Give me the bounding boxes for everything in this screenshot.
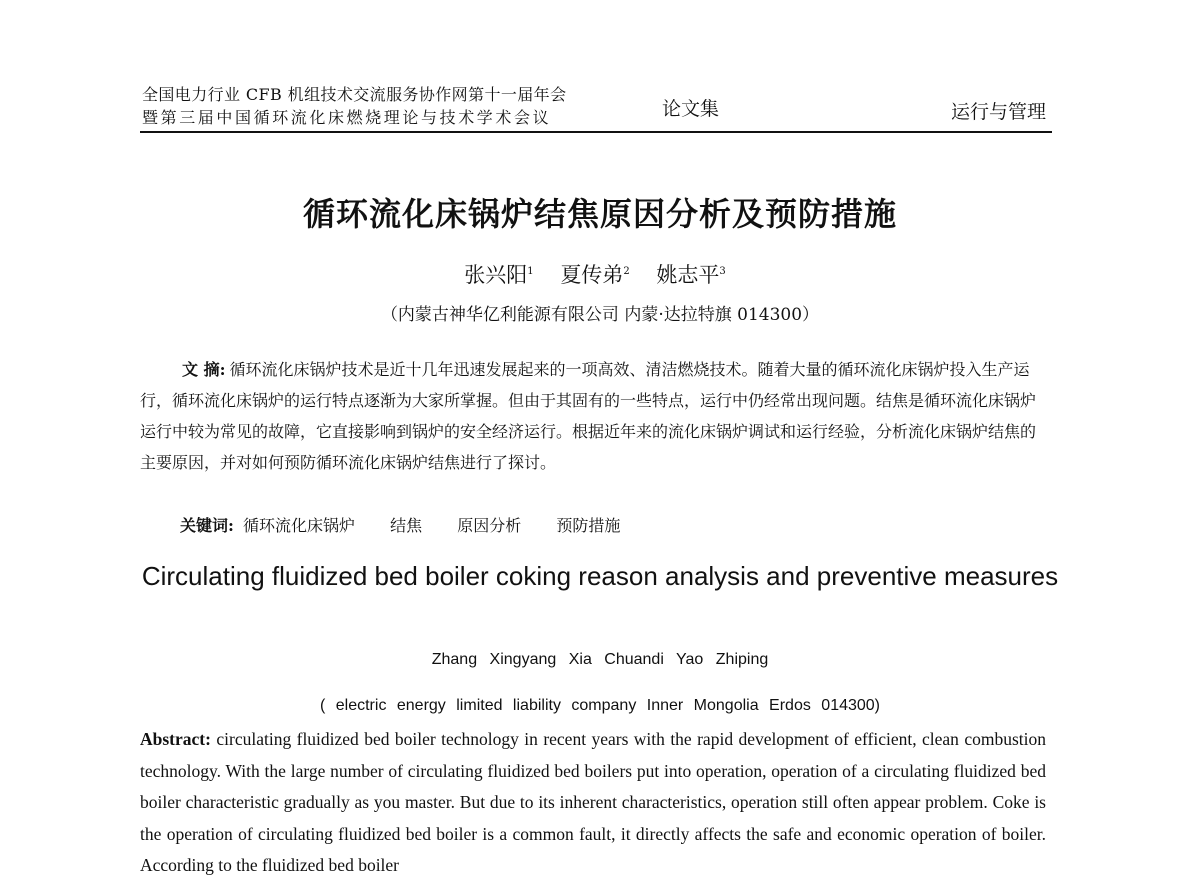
keyword: 循环流化床锅炉 <box>243 516 356 535</box>
conference-name-line1: 全国电力行业 CFB 机组技术交流服务协作网第十一届年会 <box>142 85 567 104</box>
abstract-text-chinese: 循环流化床锅炉技术是近十几年迅速发展起来的一项高效、清洁燃烧技术。随着大量的循环流化床锅炉投入生产运行，循环流化床锅炉的运行特点逐渐为大家所掌握。但由于其固有的一些特点，运行中仍经常出现问题。结焦是循环流化床锅炉运行中较为常见的故障，它直接影响到锅炉的安全经济运行。根据近年来的流化床锅炉调试和运行经验，分析流化床锅炉结焦的主要原因，并对如何预防循环流化床锅炉结焦进行了探讨。 <box>140 360 1037 472</box>
abstract-chinese <box>140 354 1050 478</box>
author-name: 夏传弟 <box>560 263 624 287</box>
author-list-chinese <box>0 259 1200 289</box>
author-name: 张兴阳 <box>464 263 528 287</box>
author-name: 姚志平 <box>656 263 720 287</box>
affiliation-chinese: （内蒙古神华亿利能源有限公司 内蒙·达拉特旗 014300） <box>380 305 820 325</box>
abstract-text-english: circulating fluidized bed boiler technology in recent years with the rapid development of efficient, clean combustion technology. With the large number of circulating fluidized bed boilers put into operation, operation of a circulating fluidized bed boiler characteristic gradually as you master. But due to its inherent characteristics, operation still often appear problem. Coke is the operation of circulating fluidized bed boiler is a common fault, it directly affects the safe and economic operation of boiler. According to the fluidized bed boiler <box>140 729 1047 875</box>
proceedings-label: 论文集 <box>662 98 720 120</box>
keywords-chinese <box>180 513 650 536</box>
abstract-label-english: Abstract: <box>140 729 211 749</box>
running-header <box>140 80 1052 134</box>
affiliation-mark: 1 <box>527 266 534 277</box>
affiliation-mark: 3 <box>719 266 726 277</box>
paper-title-chinese: 循环流化床锅炉结焦原因分析及预防措施 <box>302 195 897 233</box>
abstract-english <box>140 724 1046 882</box>
section-label: 运行与管理 <box>950 101 1046 123</box>
affiliation-mark: 2 <box>623 266 630 277</box>
abstract-label-chinese: 文 摘: <box>182 360 226 379</box>
header-rule <box>140 131 1052 133</box>
author-list-english: Zhang Xingyang Xia Chuandi Yao Zhiping <box>431 651 769 668</box>
keyword: 原因分析 <box>457 516 522 535</box>
keywords-label: 关键词: <box>180 516 234 535</box>
conference-name-line2: 暨第三届中国循环流化床燃烧理论与技术学术会议 <box>142 108 552 127</box>
affiliation-english: ( electric energy limited liability company Inner Mongolia Erdos 014300) <box>319 697 881 714</box>
keyword: 结焦 <box>390 516 423 535</box>
keyword: 预防措施 <box>556 516 621 535</box>
paper-title-english: Circulating fluidized bed boiler coking reason analysis and preventive measures <box>141 561 1059 591</box>
